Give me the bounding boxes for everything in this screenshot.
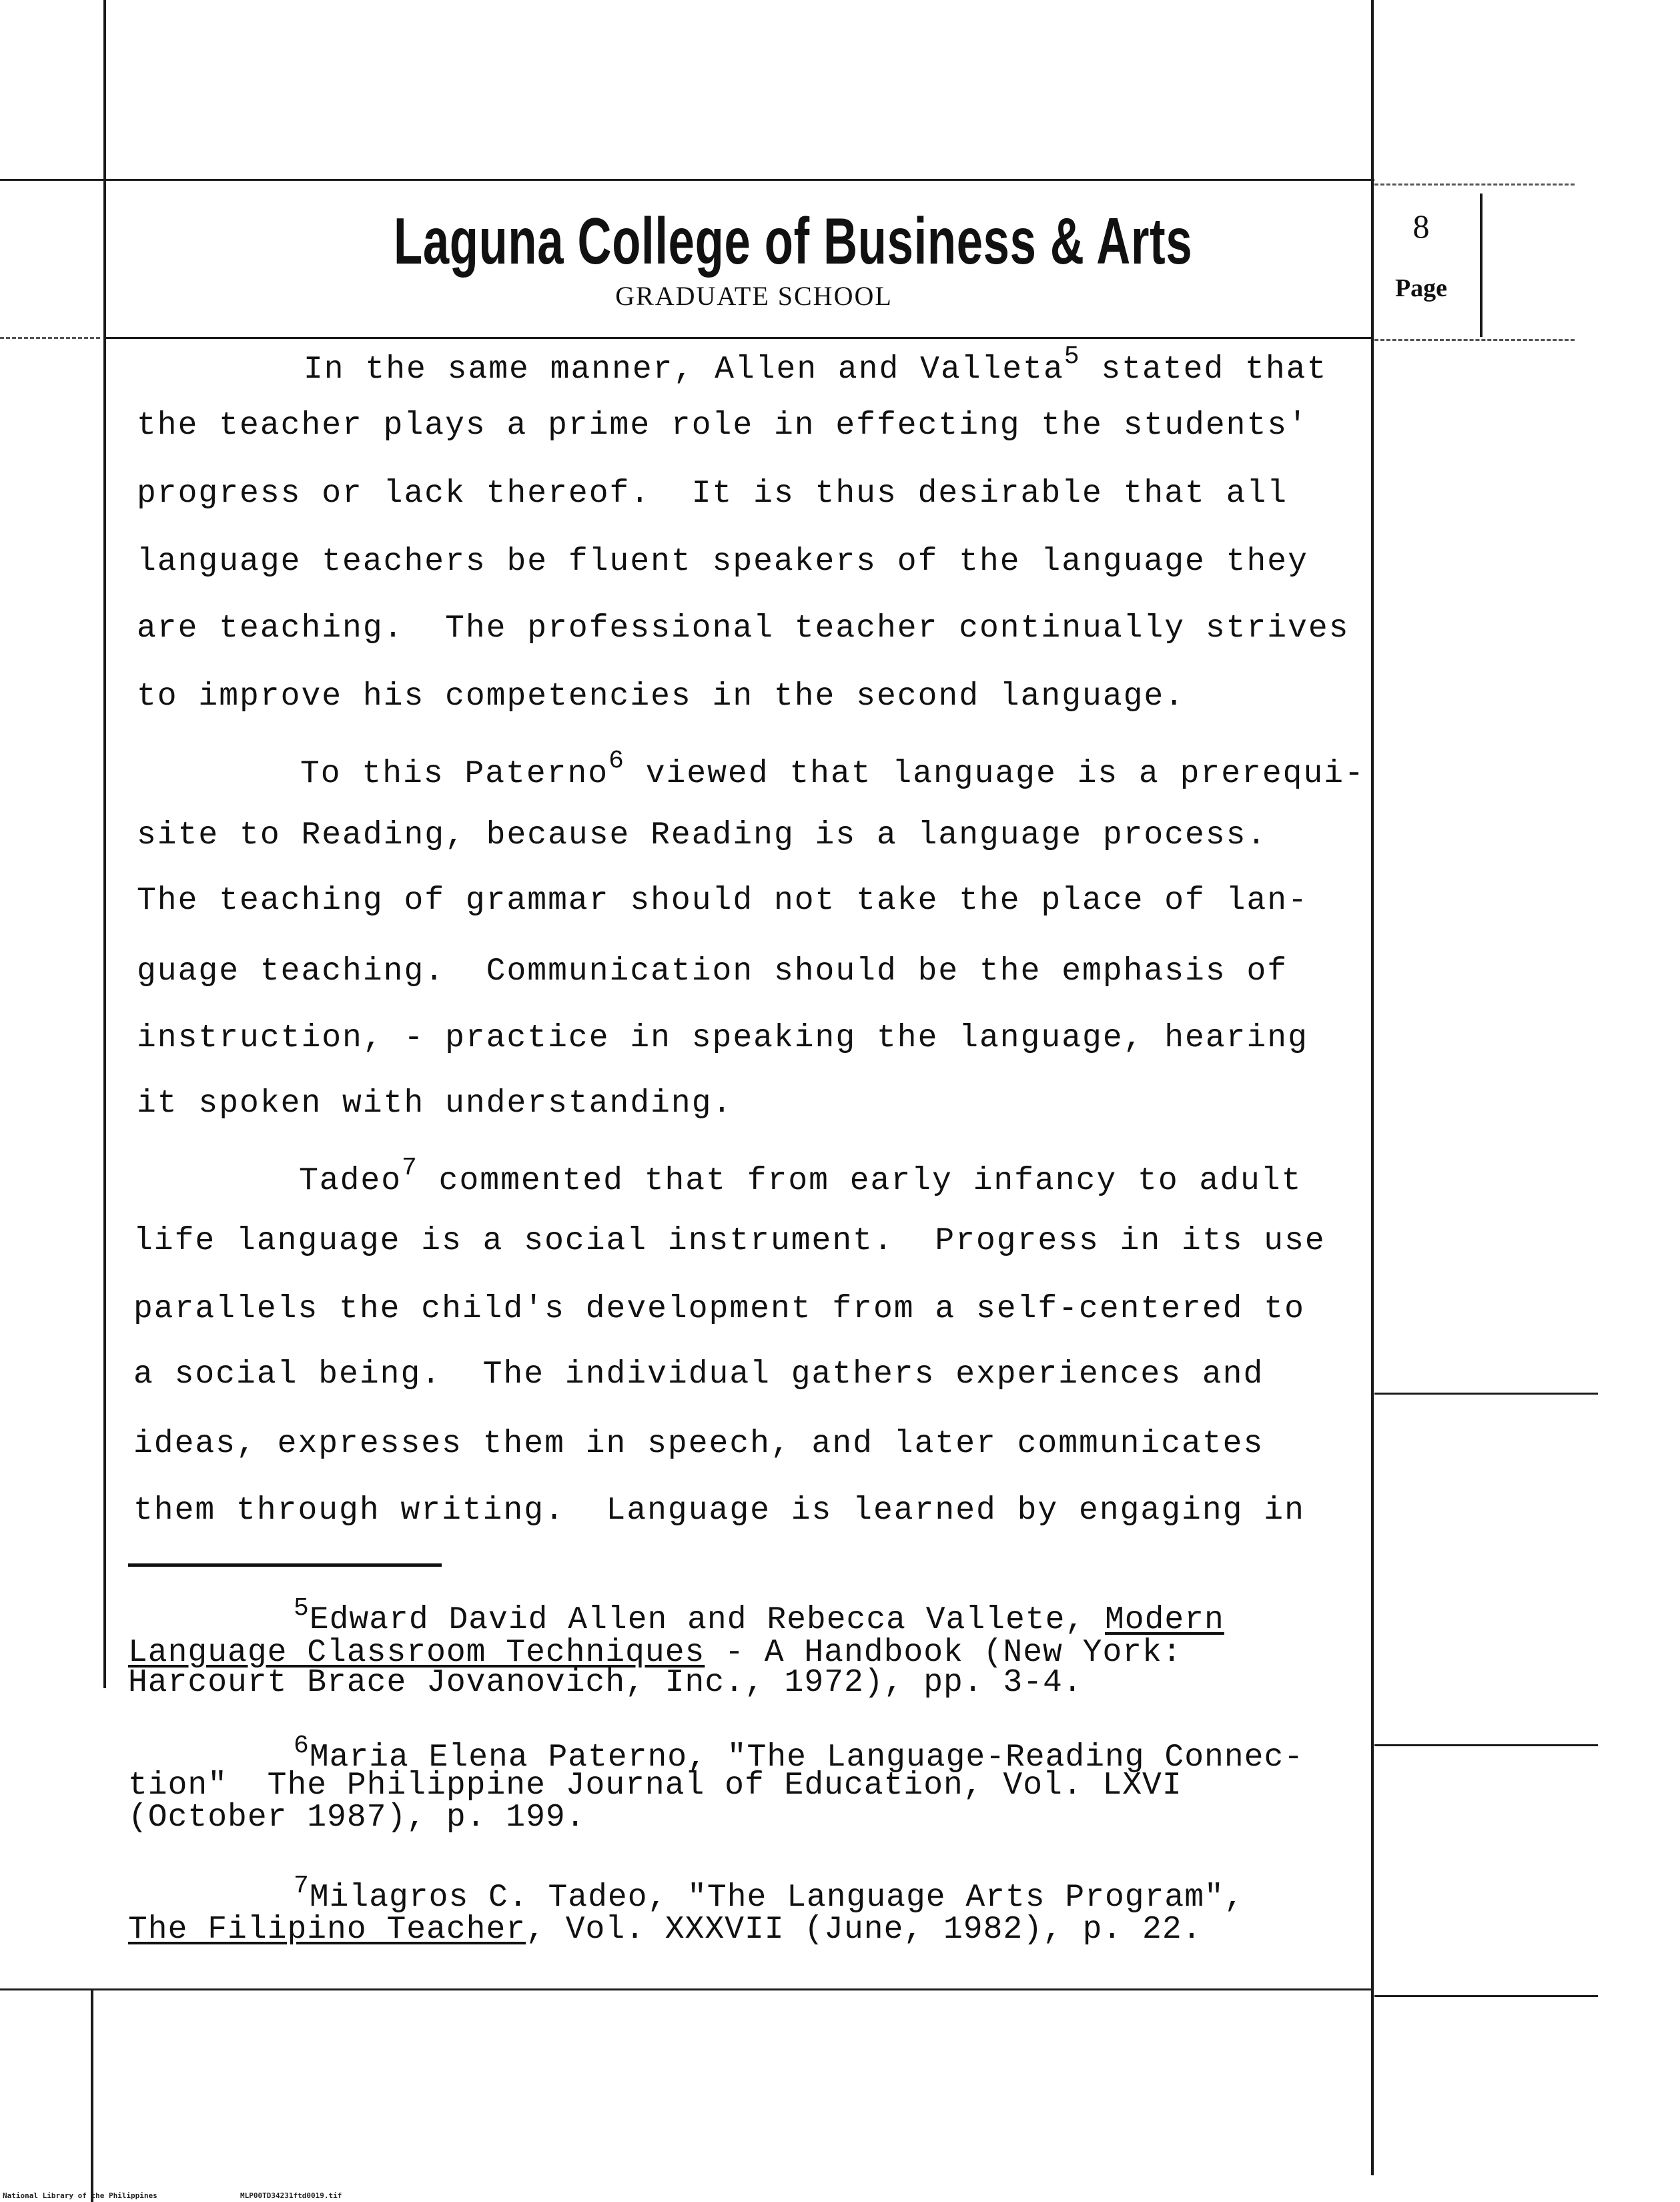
footnote-separator bbox=[128, 1563, 442, 1567]
right-margin-rule bbox=[1371, 0, 1374, 2175]
footnote-6-line: $^6$Maria Elena Paterno, "The Language-Reading Connec- bbox=[294, 1732, 1304, 1776]
header-top-rule bbox=[0, 179, 1374, 181]
footnote-ref-6: 6 bbox=[608, 747, 625, 775]
school-name: GRADUATE SCHOOL bbox=[615, 281, 893, 311]
footnote-5-line: $^5$Edward David Allen and Rebecca Vallete, Modern bbox=[294, 1594, 1224, 1638]
footnote-ref-5: 5 bbox=[1064, 342, 1081, 371]
paragraph-line: are teaching. The professional teacher continually strives bbox=[137, 611, 1350, 647]
scan-footer-library: National Library of the Philippines bbox=[3, 2191, 157, 2200]
left-margin-rule bbox=[103, 0, 106, 1688]
footnote-5-marker: 5 bbox=[294, 1594, 310, 1623]
paragraph-line: guage teaching. Communication should be the emphasis of bbox=[137, 954, 1288, 990]
footnote-7-line: The Filipino Teacher, Vol. XXXVII (June, 1982), p. 22. bbox=[128, 1912, 1202, 1948]
footnote-6-line: tion" The Philippine Journal of Education, Vol. LXVI bbox=[128, 1768, 1182, 1804]
paragraph-line: progress or lack thereof. It is thus desirable that all bbox=[137, 476, 1288, 512]
header-dashed-rule-right bbox=[1374, 339, 1575, 341]
paragraph-line: ideas, expresses them in speech, and later communicates bbox=[133, 1426, 1264, 1462]
college-name: Laguna College of Business & Arts bbox=[394, 204, 1193, 278]
paragraph-line: them through writing. Language is learned by engaging in bbox=[133, 1493, 1305, 1529]
bottom-rule bbox=[0, 1988, 1371, 1990]
paragraph-line: site to Reading, because Reading is a language process. bbox=[137, 817, 1268, 853]
paragraph-line: to improve his competencies in the second language. bbox=[137, 679, 1186, 715]
footnote-5-line: Harcourt Brace Jovanovich, Inc., 1972), pp. 3-4. bbox=[128, 1665, 1083, 1701]
paragraph-line: To this Paterno$^6$ viewed that language is a prerequi- bbox=[300, 747, 1365, 792]
page-box-rule bbox=[1480, 194, 1483, 337]
paragraph-line: parallels the child's development from a self-centered to bbox=[133, 1291, 1305, 1327]
header-bottom-rule bbox=[103, 337, 1371, 339]
right-column-rule-2 bbox=[1374, 1744, 1598, 1746]
right-column-rule-1 bbox=[1374, 1393, 1598, 1395]
paragraph-line: the teacher plays a prime role in effecting the students' bbox=[137, 408, 1308, 444]
footnote-7-marker: 7 bbox=[294, 1872, 310, 1900]
footnote-5-line: Language Classroom Techniques - A Handbook (New York: bbox=[128, 1635, 1182, 1671]
header-dashed-top-right bbox=[1374, 184, 1575, 186]
footnote-6-line: (October 1987), p. 199. bbox=[128, 1800, 586, 1836]
paragraph-line: it spoken with understanding. bbox=[137, 1086, 733, 1122]
paragraph-line: In the same manner, Allen and Valleta$^5$ stated that bbox=[304, 342, 1328, 388]
paragraph-line: Tadeo$^7$ commented that from early infancy to adult bbox=[299, 1154, 1302, 1199]
page-label: Page bbox=[1394, 274, 1448, 302]
page-number: 8 bbox=[1412, 208, 1430, 245]
footnote-ref-7: 7 bbox=[402, 1154, 418, 1182]
paragraph-line: instruction, - practice in speaking the language, hearing bbox=[137, 1020, 1308, 1056]
left-margin-rule-lower bbox=[91, 1988, 93, 2202]
paragraph-line: life language is a social instrument. Progress in its use bbox=[133, 1223, 1326, 1259]
paragraph-line: The teaching of grammar should not take the place of lan- bbox=[137, 883, 1308, 919]
footnote-7-line: $^7$Milagros C. Tadeo, "The Language Arts Program", bbox=[294, 1872, 1244, 1916]
paragraph-line: a social being. The individual gathers experiences and bbox=[133, 1357, 1264, 1393]
paragraph-line: language teachers be fluent speakers of the language they bbox=[137, 544, 1308, 580]
footnote-6-marker: 6 bbox=[294, 1732, 310, 1760]
bottom-rule-right bbox=[1374, 1995, 1598, 1997]
scan-footer-filename: MLP00TD34231ftd0019.tif bbox=[240, 2191, 342, 2200]
header-dashed-rule-left bbox=[0, 337, 100, 339]
